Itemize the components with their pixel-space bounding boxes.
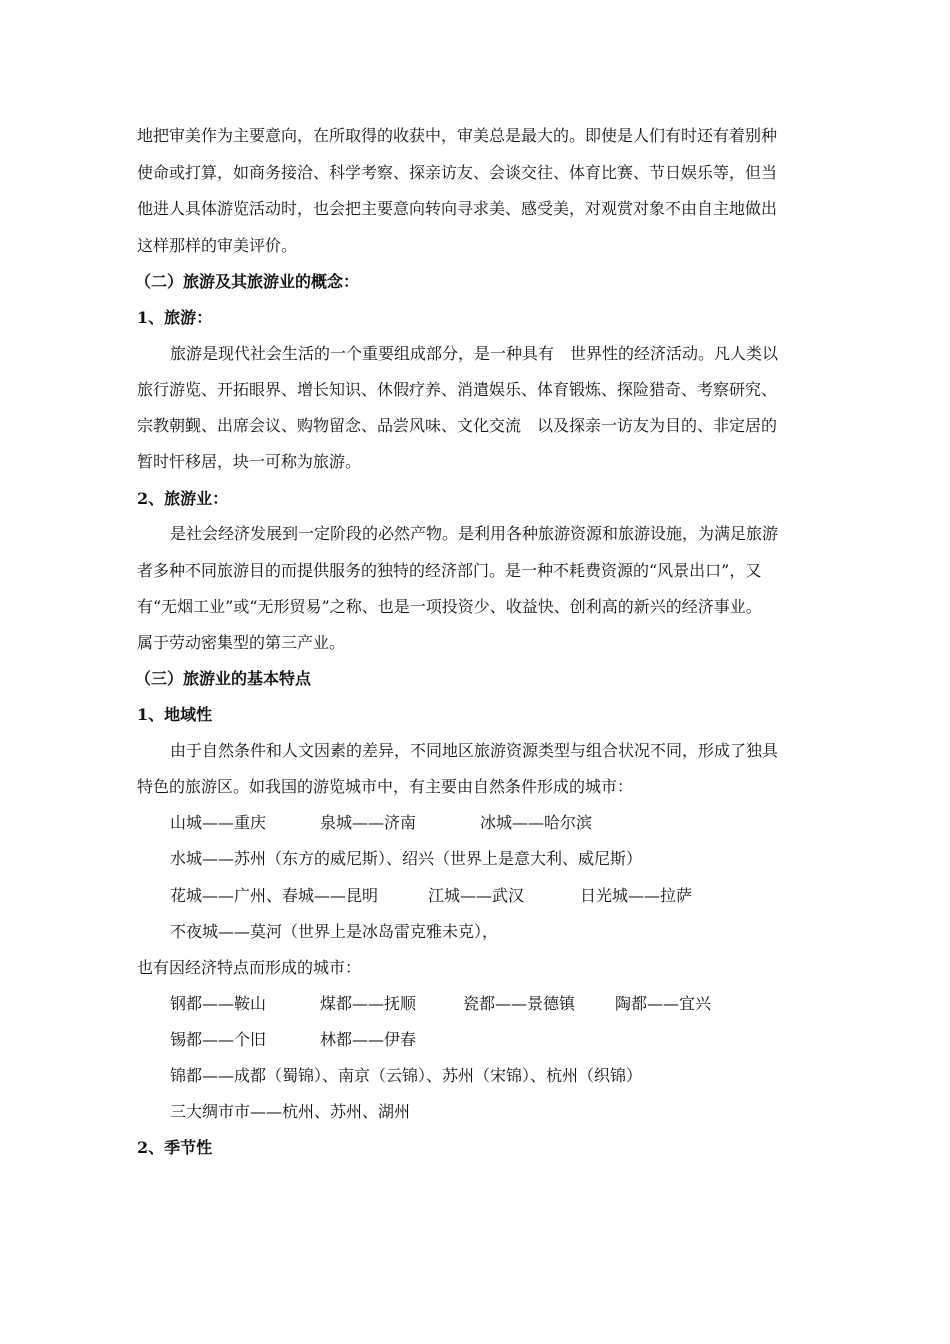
city-entry: 钢都——鞍山	[170, 994, 267, 1013]
paragraph-line: 也有因经济特点而形成的城市：	[137, 958, 362, 977]
city-list-row: 锦都——成都（蜀锦）、南京（云锦）、苏州（宋锦）、杭州（织锦）	[170, 1066, 643, 1085]
city-list-row: 三大绸市市——杭州、苏州、湖州	[170, 1102, 411, 1121]
city-entry: 陶都——宜兴	[615, 994, 712, 1013]
paragraph-line: 他进人具体游览活动时，也会把主要意向转向寻求美、感受美，对观赏对象不由自主地做出	[137, 199, 778, 218]
city-entry: 冰城——哈尔滨	[480, 813, 593, 832]
section-heading: （二）旅游及其旅游业的概念：	[135, 272, 360, 291]
subsection-heading: 2、旅游业：	[137, 489, 229, 508]
paragraph-line: 特色的旅游区。如我国的游览城市中，有主要由自然条件形成的城市：	[137, 777, 634, 796]
paragraph-line: 旅行游览、开拓眼界、增长知识、休假疗养、消遣娱乐、体育锻炼、探险猎奇、考察研究、	[137, 380, 778, 399]
city-entry: 林都——伊春	[320, 1030, 417, 1049]
paragraph-line: 暂时忓移居，块一可称为旅游。	[137, 452, 362, 471]
subsection-heading: 2、季节性	[137, 1138, 213, 1157]
subsection-heading: 1、地域性	[137, 705, 213, 724]
paragraph-line: 者多种不同旅游目的而提供服务的独特的经济部门。是一种不耗费资源的“风景出口”，又	[137, 561, 762, 580]
paragraph-line: 这样那样的审美评价。	[137, 236, 298, 255]
paragraph-line: 属于劳动密集型的第三产业。	[137, 633, 346, 652]
city-entry: 锡都——个旧	[170, 1030, 267, 1049]
section-heading: （三）旅游业的基本特点	[135, 669, 312, 688]
paragraph-line: 是社会经济发展到一定阶段的必然产物。是利用各种旅游资源和旅游设施，为满足旅游	[170, 524, 779, 543]
city-entry: 花城——广州、春城——昆明	[170, 886, 379, 905]
paragraph-line: 宗教朝觐、出席会议、购物留念、品尝风味、文化交流 以及探亲一访友为目的、非定居的	[137, 416, 778, 435]
city-entry: 煤都——抚顺	[320, 994, 417, 1013]
paragraph-line: 使命或打算，如商务接洽、科学考察、探亲访友、会谈交往、体育比赛、节日娱乐等，但当	[137, 163, 778, 182]
paragraph-line: 由于自然条件和人文因素的差异，不同地区旅游资源类型与组合状况不同，形成了独具	[170, 741, 779, 760]
city-list-row: 不夜城——莫河（世界上是冰岛雷克雅未克），	[170, 922, 499, 941]
city-entry: 瓷都——景德镇	[463, 994, 576, 1013]
paragraph-line: 有“无烟工业”或“无形贸易”之称、也是一项投资少、收益快、创利高的新兴的经济事业。	[137, 597, 762, 616]
paragraph-line: 地把审美作为主要意向，在所取得的收获中，审美总是最大的。即使是人们有时还有着别种	[137, 126, 778, 145]
city-entry: 泉城——济南	[320, 813, 417, 832]
city-entry: 山城——重庆	[170, 813, 267, 832]
paragraph-line: 旅游是现代社会生活的一个重要组成部分，是一种具有 世界性的经济活动。凡人类以	[170, 344, 779, 363]
subsection-heading: 1、旅游：	[137, 308, 213, 327]
city-entry: 日光城——拉萨	[580, 886, 693, 905]
city-entry: 江城——武汉	[428, 886, 525, 905]
city-list-row: 水城——苏州（东方的威尼斯）、绍兴（世界上是意大利、威尼斯）	[170, 849, 643, 868]
